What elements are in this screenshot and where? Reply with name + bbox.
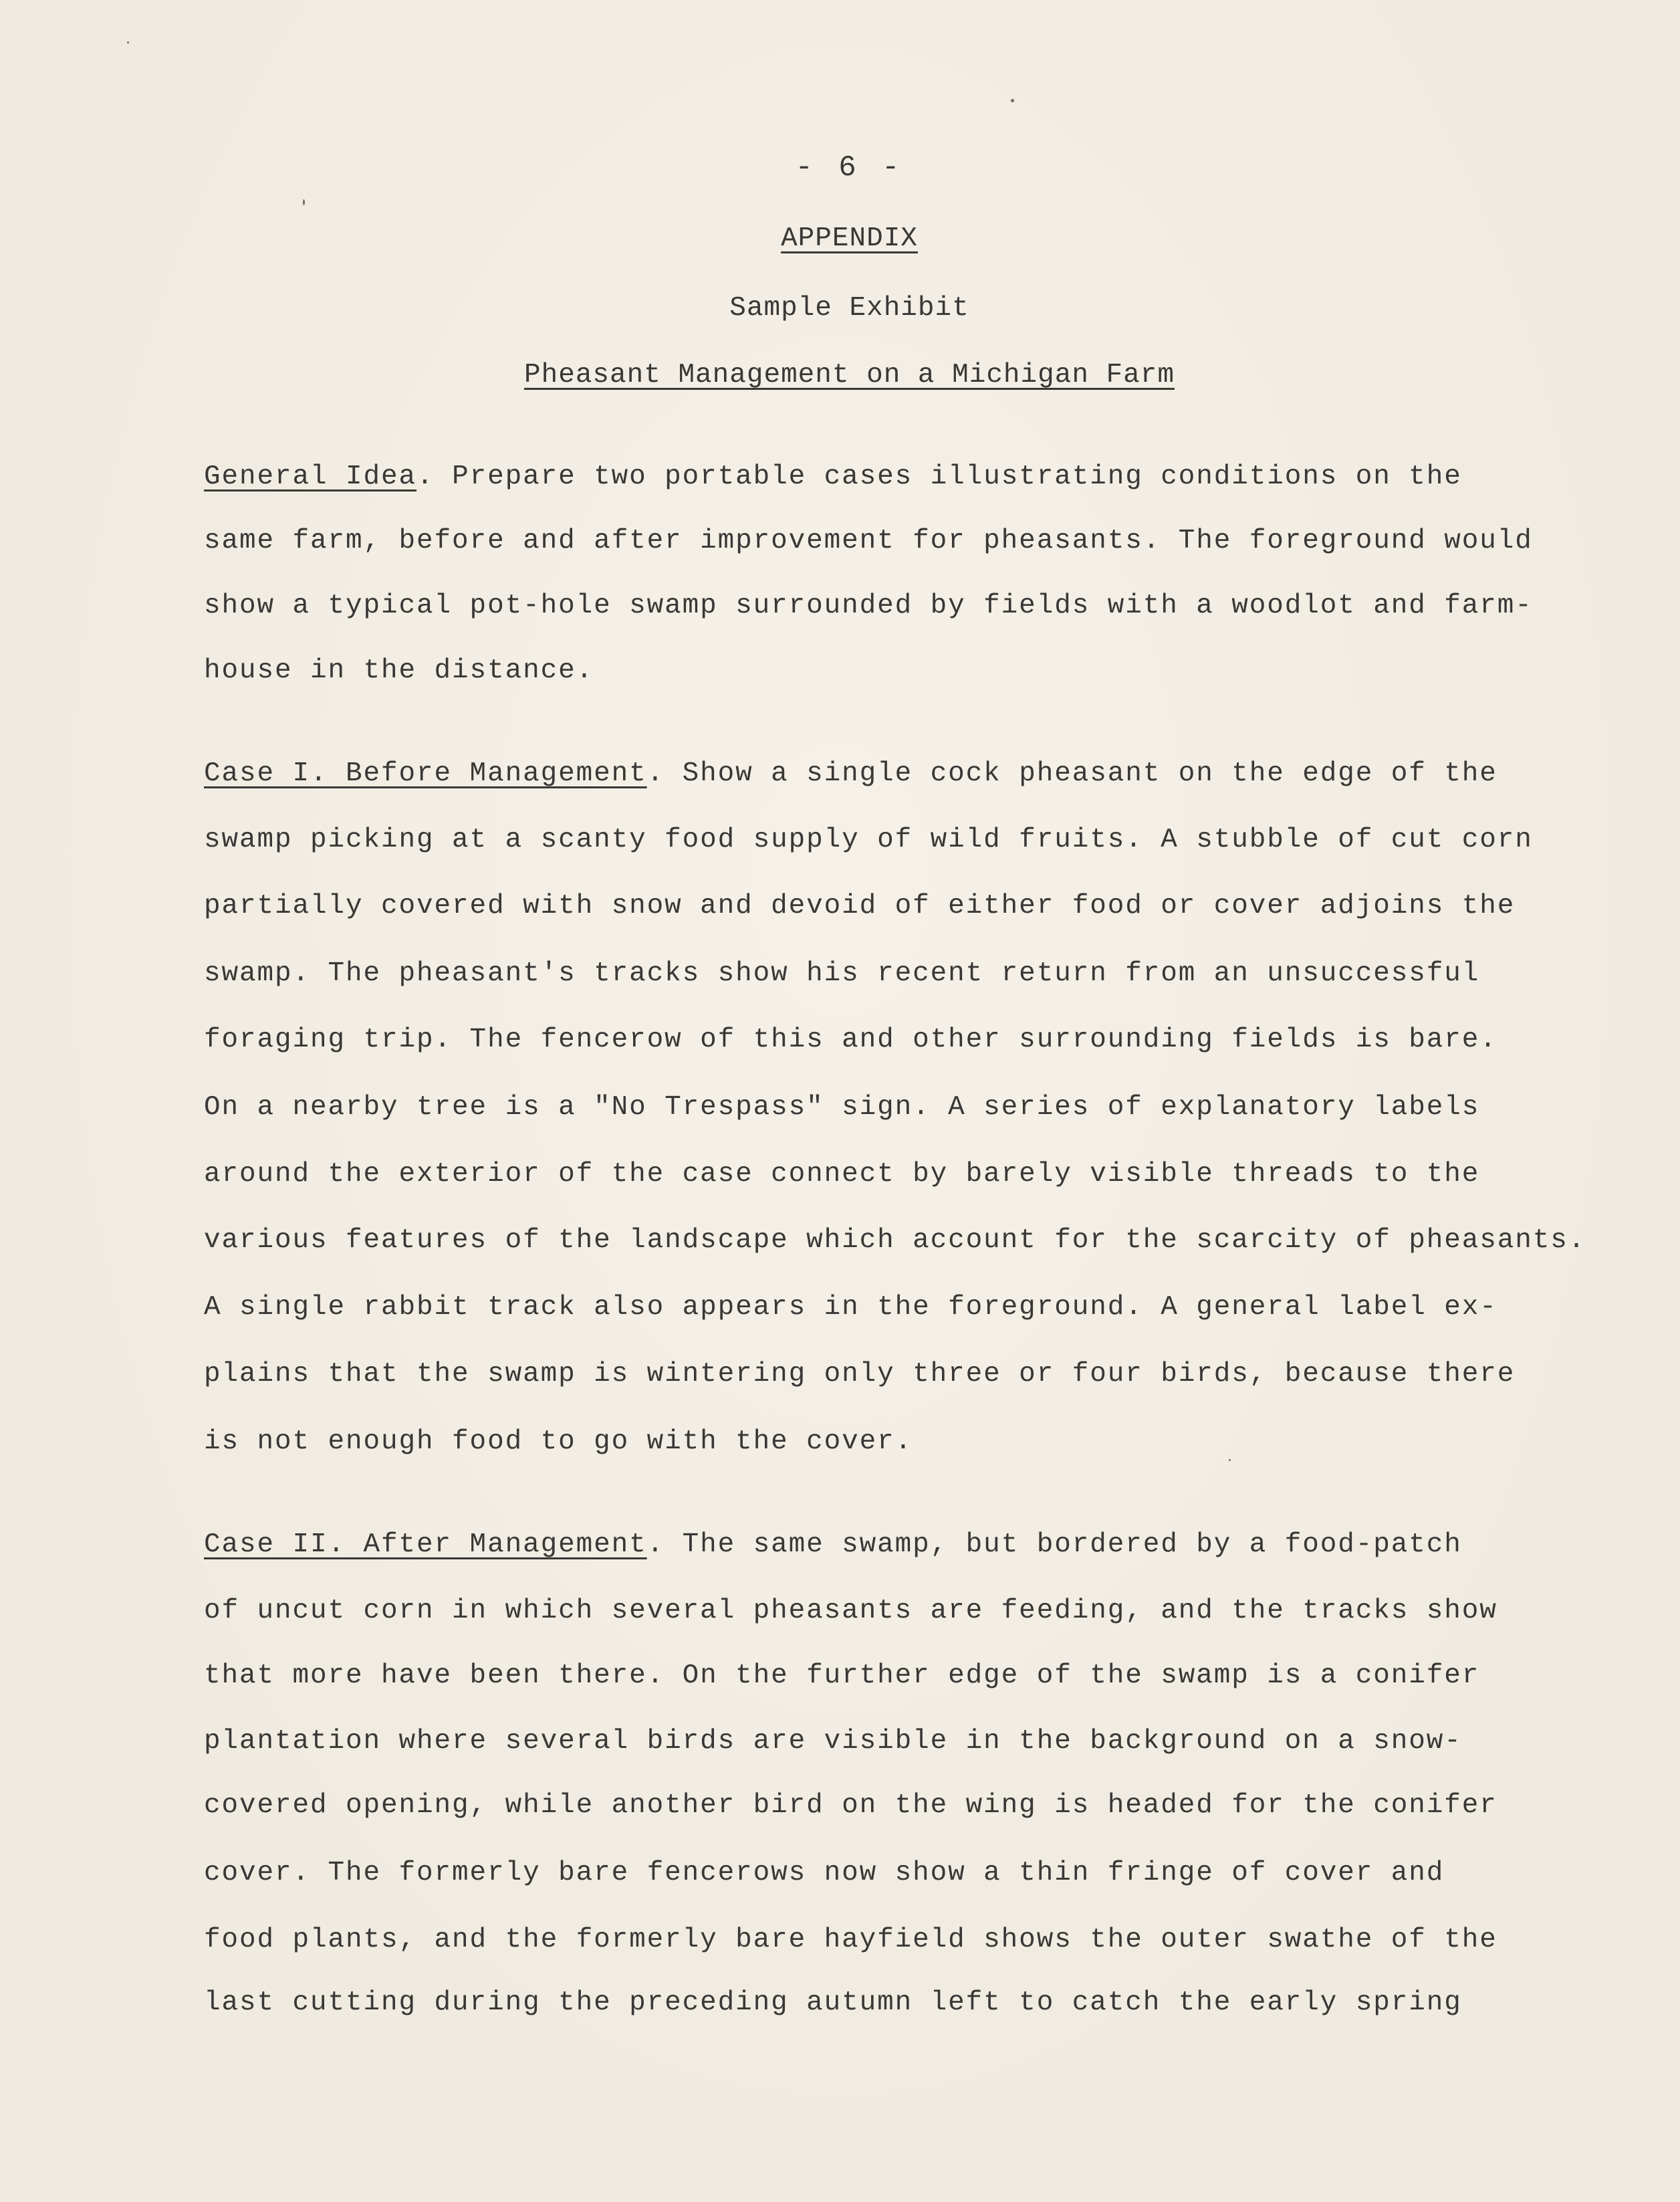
section-heading: General Idea [204, 461, 417, 492]
paragraph-line: is not enough food to go with the cover. [204, 1426, 913, 1457]
paragraph-line: around the exterior of the case connect by barely visible threads to the [204, 1159, 1480, 1190]
paragraph-line: various features of the landscape which account for the scarcity of pheasants. [204, 1225, 1586, 1256]
paragraph-line: that more have been there. On the further edge of the swamp is a conifer [204, 1660, 1480, 1691]
paragraph-line: plantation where several birds are visible in the background on a snow- [204, 1726, 1462, 1757]
paragraph-line: partially covered with snow and devoid of either food or cover adjoins the [204, 891, 1516, 921]
line-text: . The same swamp, but bordered by a food-patch [646, 1529, 1462, 1560]
paragraph-line: plains that the swamp is wintering only three or four birds, because there [204, 1359, 1516, 1390]
page-number: - 6 - [795, 151, 904, 185]
paragraph-line: same farm, before and after improvement for pheasants. The foreground would [204, 526, 1533, 556]
section-heading: Case I. Before Management [204, 758, 647, 789]
section-heading: Case II. After Management [204, 1529, 647, 1560]
paragraph-line [204, 757, 1497, 790]
paper-speck [1229, 1459, 1231, 1461]
paragraph-line [204, 1528, 1462, 1561]
line-text: . Prepare two portable cases illustrating conditions on the [416, 461, 1462, 492]
paragraph-line: swamp picking at a scanty food supply of wild fruits. A stubble of cut corn [204, 824, 1533, 855]
paragraph-line: cover. The formerly bare fencerows now show a thin fringe of cover and [204, 1858, 1445, 1888]
paper-speck [1011, 99, 1014, 102]
appendix-title: APPENDIX [781, 223, 918, 254]
paragraph-line: last cutting during the preceding autumn left to catch the early spring [204, 1987, 1462, 2018]
exhibit-title: Pheasant Management on a Michigan Farm [524, 360, 1175, 391]
paragraph-line: house in the distance. [204, 655, 594, 686]
paragraph-line: On a nearby tree is a "No Trespass" sign. A series of explanatory labels [204, 1092, 1480, 1123]
paper-speck [303, 199, 305, 205]
paragraph-line: show a typical pot-hole swamp surrounded by fields with a woodlot and farm- [204, 590, 1533, 621]
paragraph-line: A single rabbit track also appears in the foreground. A general label ex- [204, 1292, 1497, 1323]
paragraph-line: food plants, and the formerly bare hayfield shows the outer swathe of the [204, 1924, 1497, 1955]
line-text: . Show a single cock pheasant on the edge of the [646, 758, 1497, 789]
paragraph-line: foraging trip. The fencerow of this and other surrounding fields is bare. [204, 1024, 1497, 1055]
exhibit-subtitle: Sample Exhibit [729, 293, 969, 324]
paper-speck [127, 41, 129, 43]
paragraph-line: covered opening, while another bird on the wing is headed for the conifer [204, 1790, 1497, 1821]
paragraph-line: swamp. The pheasant's tracks show his recent return from an unsuccessful [204, 958, 1480, 989]
paragraph-line: of uncut corn in which several pheasants are feeding, and the tracks show [204, 1595, 1497, 1626]
paragraph-line [204, 460, 1462, 493]
